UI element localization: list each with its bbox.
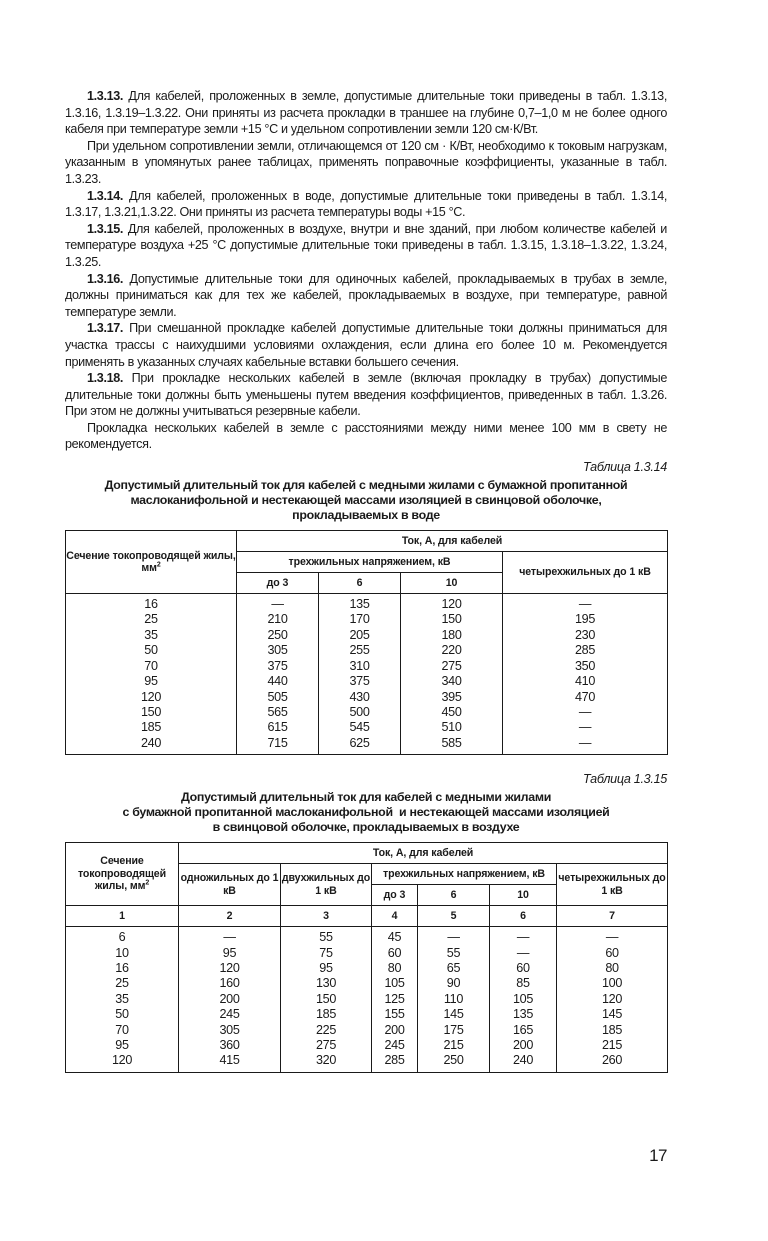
column-number: 7: [557, 906, 668, 927]
table-value: 25: [115, 976, 129, 991]
paragraph-text: При прокладке нескольких кабелей в земле (включая прокладку в трубах) допустимые длительные токи должны быть уменьшены путем введения коэффициентов, приведенных в табл. 1.3.26. При этом не должны учитываться резервные кабели.: [65, 371, 668, 419]
table-value: 145: [443, 1007, 464, 1022]
table-value: 70: [144, 658, 158, 673]
header-two-core: двухжильных до 1 кВ: [281, 864, 372, 906]
table-value: 260: [601, 1053, 623, 1068]
table-column-cell: [66, 594, 237, 755]
header-four-core: четырехжильных до 1 кВ: [557, 864, 668, 906]
table-column-cell: [237, 594, 319, 755]
table-value: 10: [115, 945, 129, 960]
table-value: 440: [267, 674, 288, 689]
table-value: 95: [144, 674, 158, 689]
paragraph: [65, 221, 667, 271]
table-value: 120: [441, 597, 462, 612]
table-value: 245: [219, 1007, 240, 1022]
table-value: 6: [118, 930, 126, 945]
table-value: 80: [605, 960, 619, 975]
table-value: 185: [140, 720, 162, 735]
table-value: 60: [605, 945, 619, 960]
table-value: 135: [349, 597, 370, 612]
column-number: 1: [66, 906, 179, 927]
table-value: —: [605, 930, 619, 945]
table-value: 240: [512, 1053, 534, 1068]
table-value: 375: [267, 658, 288, 673]
table-value: 285: [574, 643, 596, 658]
table-value: 155: [384, 1007, 405, 1022]
table-value: —: [271, 597, 284, 612]
header-voltage-6: 6: [418, 885, 490, 906]
table-value: 160: [219, 976, 240, 991]
table-value: 305: [267, 643, 288, 658]
table-value: 135: [512, 1007, 534, 1022]
header-voltage-10: 10: [490, 885, 557, 906]
table-value: 715: [267, 735, 288, 750]
table-value: 245: [384, 1037, 405, 1052]
header-voltage-6: 6: [319, 573, 401, 594]
header-current: Ток, А, для кабелей: [237, 531, 668, 552]
table-body-row: [66, 927, 668, 1073]
table-value: 305: [219, 1022, 240, 1037]
table-value: 210: [267, 612, 288, 627]
table-column-cell: [557, 927, 668, 1073]
title-line: Допустимый длительный ток для кабелей с медными жилами с бумажной пропитанной: [104, 478, 628, 493]
table-value: —: [223, 930, 236, 945]
table-value: 310: [349, 658, 370, 673]
table-value: 585: [441, 735, 462, 750]
table-value: 55: [319, 930, 333, 945]
table-value: 165: [512, 1022, 534, 1037]
header-three-core: трехжильных напряжением, кВ: [237, 552, 503, 573]
table-value: 415: [219, 1053, 240, 1068]
table-value: 545: [349, 720, 370, 735]
paragraph-text: При удельном сопротивлении земли, отличающемся от 120 см · К/Вт, необходимо к токовым нагрузкам, указанным в упомянутых ранее таблицах, применять поправочные коэффициенты, указанные в табл. 1.3.23.: [65, 138, 667, 186]
clause-number: 1.3.14.: [87, 188, 124, 203]
title-line: с бумажной пропитанной маслоканифольной и нестекающей массами изоляцией: [122, 805, 610, 820]
table-column-cell: [281, 927, 372, 1073]
table-value: 125: [384, 991, 405, 1006]
table-value: 130: [315, 976, 337, 991]
body-text: [65, 88, 667, 453]
table-value: 75: [319, 945, 333, 960]
table-value: 195: [574, 612, 596, 627]
clause-number: 1.3.13.: [87, 89, 124, 103]
table-column-cell: [66, 927, 179, 1073]
table-value: 80: [387, 960, 402, 975]
table-value: 150: [315, 991, 337, 1006]
header-section: Сечение токопроводящей жилы, $мм^2$: [66, 843, 179, 906]
table-value: 16: [144, 597, 158, 612]
table-value: 250: [443, 1053, 464, 1068]
table-value: 615: [267, 720, 288, 735]
table-value: 35: [115, 991, 129, 1006]
paragraph-text: Допустимые длительные токи для одиночных кабелей, прокладываемых в трубах в земле, должны приниматься как для тех же кабелей, прокладываемых в воздухе, при температуре, равной температуре земли.: [65, 271, 668, 319]
paragraph: [65, 420, 667, 453]
title-line: прокладываемых в воде: [292, 508, 440, 523]
table-value: 275: [315, 1037, 337, 1052]
table-value: 430: [349, 689, 370, 704]
page-number: 17: [649, 1146, 667, 1165]
table-value: 500: [349, 704, 370, 719]
table-value: 60: [516, 960, 530, 975]
table-value: 200: [219, 991, 240, 1006]
table-body-row: [66, 594, 668, 755]
table-value: 255: [349, 643, 370, 658]
table-value: 35: [144, 627, 158, 642]
table-value: 120: [601, 991, 623, 1006]
paragraph-text: Для кабелей, проложенных в земле, допустимые длительные токи приведены в табл. 1.3.13, 1.3.16, 1.3.19–1.3.22. Они приняты из расчета прокладки в траншее на глубине 0,7–1,0 м не более одного кабеля при температуре земли +15 °С и удельном сопротивлении земли 120 см·К/Вт.: [65, 89, 667, 137]
table-value: 65: [446, 960, 461, 975]
page-content: [65, 88, 667, 1073]
table-1-3-15-label: Таблица 1.3.15: [583, 772, 667, 787]
table-value: 510: [441, 720, 462, 735]
table-value: 200: [384, 1022, 405, 1037]
table-value: 350: [574, 658, 596, 673]
table-column-cell: [418, 927, 490, 1073]
table-column-cell: [319, 594, 401, 755]
table-value: 225: [315, 1022, 337, 1037]
table-column-cell: [401, 594, 503, 755]
table-value: 105: [512, 991, 534, 1006]
paragraph: [65, 320, 667, 370]
table-value: 230: [574, 627, 596, 642]
clause-number: 1.3.15.: [87, 221, 124, 236]
table-value: 150: [441, 612, 462, 627]
table-value: 285: [384, 1053, 405, 1068]
table-value: 175: [443, 1022, 464, 1037]
table-1-3-14-label: Таблица 1.3.14: [583, 460, 667, 475]
table-value: 120: [219, 960, 240, 975]
paragraph: [65, 88, 667, 138]
clause-number: 1.3.17.: [87, 321, 124, 336]
paragraph: [65, 188, 667, 221]
table-value: 200: [512, 1037, 534, 1052]
table-value: 120: [111, 1053, 133, 1068]
table-1-3-15-title: [65, 790, 667, 835]
header-voltage-10: 10: [401, 573, 503, 594]
table-value: 410: [574, 674, 596, 689]
table-value: 215: [601, 1037, 623, 1052]
table-value: —: [516, 945, 530, 960]
table-value: 625: [349, 735, 370, 750]
table-value: 215: [443, 1037, 464, 1052]
column-number: 2: [179, 906, 281, 927]
table-value: —: [578, 720, 592, 735]
table-value: 95: [319, 960, 333, 975]
table-value: 50: [144, 643, 158, 658]
table-value: 375: [349, 674, 370, 689]
table-value: 16: [115, 960, 129, 975]
table-value: 50: [115, 1007, 129, 1022]
paragraph-text: При смешанной прокладке кабелей допустимые длительные токи должны приниматься для участка трассы с наихудшими условиями охлаждения, если длина его более 10 м. Рекомендуется применять в указанных случаях кабельные вставки большего сечения.: [65, 321, 667, 369]
paragraph: [65, 271, 667, 321]
table-1-3-15: [65, 842, 668, 1073]
table-value: 95: [115, 1037, 129, 1052]
table-value: 55: [446, 945, 461, 960]
table-value: —: [578, 735, 592, 750]
table-value: 250: [267, 627, 288, 642]
header-three-core: трехжильных напряжением, кВ: [372, 864, 557, 885]
table-value: 60: [387, 945, 402, 960]
table-value: 505: [267, 689, 288, 704]
table-value: 470: [574, 689, 596, 704]
column-number: 6: [490, 906, 557, 927]
table-1-3-14-title: [65, 478, 667, 523]
table-value: 240: [140, 735, 162, 750]
paragraph-text: Для кабелей, проложенных в воздухе, внутри и вне зданий, при любом количестве кабелей и температуре воздуха +25 °С допустимые длительные токи приведены в табл. 1.3.15, 1.3.18–1.3.22, 1.3.24, 1.3.25.: [65, 221, 667, 269]
table-value: 70: [115, 1022, 129, 1037]
table-value: —: [447, 930, 460, 945]
table-value: 25: [144, 612, 158, 627]
title-line: Допустимый длительный ток для кабелей с медными жилами: [180, 790, 552, 805]
title-line: в свинцовой оболочке, прокладываемых в воздухе: [212, 820, 520, 835]
table-value: 205: [349, 627, 370, 642]
table-value: —: [578, 597, 592, 612]
paragraph-text: Прокладка нескольких кабелей в земле с расстояниями между ними менее 100 мм в свету не рекомендуется.: [65, 420, 667, 452]
table-value: 450: [441, 704, 462, 719]
table-1-3-14: [65, 530, 668, 755]
header-section: Сечение токопроводящей жилы, $мм^2$: [66, 531, 237, 594]
header-single-core: одножильных до 1 кВ: [179, 864, 281, 906]
table-value: 120: [140, 689, 162, 704]
table-value: 395: [441, 689, 462, 704]
table-value: 220: [441, 643, 462, 658]
table-value: 90: [446, 976, 461, 991]
table-column-cell: [503, 594, 668, 755]
column-number: 5: [418, 906, 490, 927]
table-column-cell: [490, 927, 557, 1073]
table-column-cell: [179, 927, 281, 1073]
header-voltage-3: до 3: [237, 573, 319, 594]
paragraph-text: Для кабелей, проложенных в воде, допустимые длительные токи приведены в табл. 1.3.14, 1.3.17, 1.3.21,1.3.22. Они приняты из расчета температуры воды +15 °С.: [65, 188, 667, 220]
header-voltage-3: до 3: [372, 885, 418, 906]
clause-number: 1.3.18.: [87, 371, 124, 386]
table-value: 185: [601, 1022, 623, 1037]
table-value: 185: [315, 1007, 337, 1022]
table-value: 340: [441, 674, 462, 689]
table-value: 170: [349, 612, 370, 627]
column-number: 4: [372, 906, 418, 927]
table-column-cell: [372, 927, 418, 1073]
clause-number: 1.3.16.: [87, 271, 124, 286]
table-value: 360: [219, 1037, 240, 1052]
table-value: 100: [601, 976, 623, 991]
table-value: 105: [384, 976, 405, 991]
table-value: 565: [267, 704, 288, 719]
table-value: —: [516, 930, 530, 945]
table-value: —: [578, 704, 592, 719]
table-value: 180: [441, 627, 462, 642]
paragraph: [65, 138, 667, 188]
header-current: Ток, А, для кабелей: [179, 843, 668, 864]
title-line: маслоканифольной и нестекающей массами изоляцией в свинцовой оболочке,: [130, 493, 602, 508]
table-value: 110: [443, 991, 464, 1006]
table-value: 320: [315, 1053, 337, 1068]
table-value: 150: [140, 704, 162, 719]
table-value: 45: [387, 930, 402, 945]
table-value: 85: [516, 976, 530, 991]
table-value: 95: [222, 945, 237, 960]
column-number: 3: [281, 906, 372, 927]
header-four-core: четырехжильных до 1 кВ: [503, 552, 668, 594]
table-value: 145: [601, 1007, 623, 1022]
column-number-row: [66, 906, 668, 927]
table-value: 275: [441, 658, 462, 673]
paragraph: [65, 370, 667, 420]
